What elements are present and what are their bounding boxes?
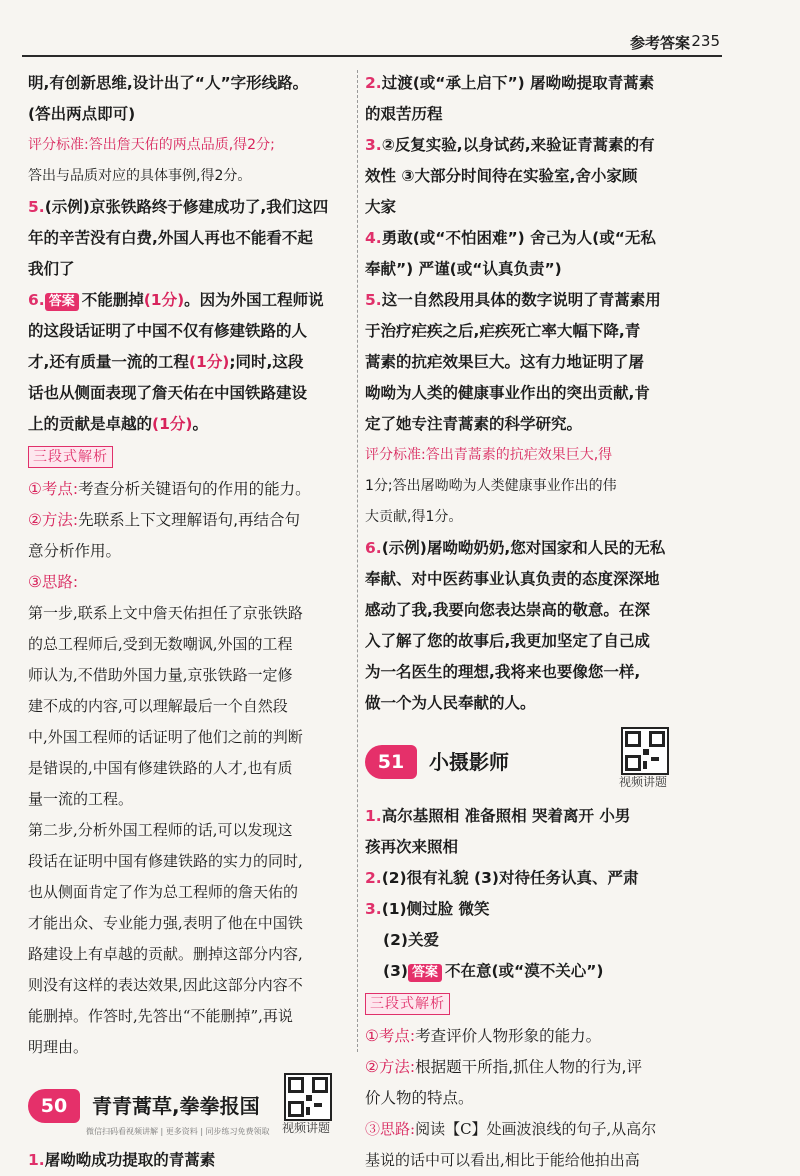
step-line: 才能出众、专业能力强,表明了他在中国铁 xyxy=(28,914,303,932)
header-rule xyxy=(22,55,722,57)
intro-line: (答出两点即可) xyxy=(28,105,136,123)
question-number: 6. xyxy=(365,539,382,557)
answer-line xyxy=(28,409,353,440)
rubric-line: 大贡献,得1分。 xyxy=(365,509,463,525)
answer-text: (2)很有礼貌 (3)对待任务认真、严肃 xyxy=(381,869,639,887)
step-line: 建不成的内容,可以理解最后一个自然段 xyxy=(28,697,288,715)
rubric-line: 1分;答出屠呦呦为人类健康事业作出的伟 xyxy=(365,478,617,494)
key-label: ①考点: xyxy=(365,1027,416,1045)
qr-code-icon[interactable] xyxy=(284,1073,332,1121)
section-number-badge: 50 xyxy=(28,1089,80,1123)
question-number: 3. xyxy=(365,136,382,154)
question-5 xyxy=(28,192,353,223)
qr-code-icon[interactable] xyxy=(621,727,669,775)
question-4 xyxy=(365,223,688,254)
rubric-line: 答出与品质对应的具体事例,得2分。 xyxy=(28,168,252,184)
thinking-label: ③思路: xyxy=(365,1120,416,1138)
section-50-header xyxy=(28,1073,353,1139)
answer-text: 才,还有质量一流的工程 xyxy=(28,353,189,371)
left-column xyxy=(28,68,353,1176)
answer-line: 年的辛苦没有白费,外国人再也不能看不起 xyxy=(28,229,313,247)
section-title: 青青蒿草,拳拳报国 xyxy=(92,1094,260,1118)
key-point xyxy=(365,1021,688,1052)
method xyxy=(365,1052,688,1083)
answer-text: ②反复实验,以身试药,来验证青蒿素的有 xyxy=(381,136,655,154)
answer-badge: 答案 xyxy=(408,964,442,982)
answer-line: 蒿素的抗疟效果巨大。这有力地证明了屠 xyxy=(365,353,645,371)
answer-line: 定了她专注青蒿素的科学研究。 xyxy=(365,415,583,433)
score-note: (1分) xyxy=(152,415,193,433)
answer-text: 不能删掉 xyxy=(81,291,144,309)
step-line: 量一流的工程。 xyxy=(28,790,134,808)
answer-line: 孩再次来照相 xyxy=(365,838,459,856)
answer-line: 话也从侧面表现了詹天佑在中国铁路建设 xyxy=(28,384,308,402)
step-line: 明理由。 xyxy=(28,1038,89,1056)
method-label: ②方法: xyxy=(365,1058,416,1076)
answer-text: 上的贡献是卓越的 xyxy=(28,415,153,433)
answer-line: 入了解了您的故事后,我更加坚定了自己成 xyxy=(365,632,650,650)
answer-line: 感动了我,我要向您表达崇高的敬意。在深 xyxy=(365,601,650,619)
section-51-question-2 xyxy=(365,863,688,894)
answer-text: ;同时,这段 xyxy=(229,353,304,371)
method-text: 先联系上下文理解语句,再结合句 xyxy=(78,511,301,529)
step-line: 段话在证明中国有修建铁路的实力的同时, xyxy=(28,852,303,870)
right-column xyxy=(365,68,688,1176)
question-number: 1. xyxy=(28,1151,45,1169)
answer-text: 勇敢(或“不怕困难”) 舍己为人(或“无私 xyxy=(381,229,656,247)
qr-label: 视频讲题 xyxy=(619,775,668,789)
section-subtitle: 微信扫码看视频讲解 | 更多资料 | 同步练习免费领取 xyxy=(86,1127,270,1136)
key-point xyxy=(28,474,353,505)
section-title: 小摄影师 xyxy=(429,750,509,774)
step-line: 路建设上有卓越的贡献。删掉这部分内容, xyxy=(28,945,303,963)
answer-text: 高尔基照相 准备照相 哭着离开 小男 xyxy=(381,807,631,825)
question-2 xyxy=(365,68,688,99)
score-note: (1分) xyxy=(143,291,185,309)
method xyxy=(28,505,353,536)
thinking-text: 阅读【C】处画波浪线的句子,从高尔 xyxy=(415,1120,657,1138)
answer-text: 屠呦呦成功提取的青蒿素 xyxy=(44,1151,216,1169)
question-number: 6. xyxy=(28,291,45,309)
answer-line: 呦呦为人类的健康事业作出的突出贡献,肯 xyxy=(365,384,650,402)
method-line: 意分析作用。 xyxy=(28,542,122,560)
thinking-label: ③思路: xyxy=(28,573,79,591)
answer-text: 。 xyxy=(192,415,208,433)
answer-line: (2)关爱 xyxy=(383,931,439,949)
key-text: 考查分析关键语句的作用的能力。 xyxy=(78,480,311,498)
answer-line xyxy=(28,347,353,378)
question-5 xyxy=(365,285,688,316)
step-line: 的总工程师后,受到无数嘲讽,外国的工程 xyxy=(28,635,293,653)
step-1 xyxy=(28,598,353,815)
answer-line: 于治疗疟疾之后,疟疾死亡率大幅下降,青 xyxy=(365,322,641,340)
question-6 xyxy=(365,533,688,564)
section-51-question-1 xyxy=(365,801,688,832)
column-divider xyxy=(357,70,358,1052)
step-line: 也从侧面肯定了作为总工程师的詹天佑的 xyxy=(28,883,299,901)
question-number: 4. xyxy=(365,229,382,247)
answer-text: 不在意(或“漠不关心”) xyxy=(444,962,604,980)
answer-line: 为一名医生的理想,我将来也要像您一样, xyxy=(365,663,641,681)
step-line: 能删掉。作答时,先答出“不能删掉”,再说 xyxy=(28,1007,293,1025)
intro-line: 明,有创新思维,设计出了“人”字形线路。 xyxy=(28,74,309,92)
section-51-header xyxy=(365,729,688,795)
answer-line: 奉献”) 严谨(或“认真负责”) xyxy=(365,260,562,278)
answer-line: 奉献、对中医药事业认真负责的态度深深地 xyxy=(365,570,660,588)
answer-text: (示例)京张铁路终于修建成功了,我们这四 xyxy=(44,198,329,216)
answer-text: (3) xyxy=(383,962,408,980)
answer-text: 过渡(或“承上启下”) 屠呦呦提取青蒿素 xyxy=(381,74,655,92)
qr-label: 视频讲题 xyxy=(282,1121,331,1135)
method-label: ②方法: xyxy=(28,511,79,529)
key-label: ①考点: xyxy=(28,480,79,498)
step-line: 师认为,不借助外国力量,京张铁路一定修 xyxy=(28,666,293,684)
step-line: 则没有这样的表达效果,因此这部分内容不 xyxy=(28,976,303,994)
step-2 xyxy=(28,815,353,1063)
section-51-question-3 xyxy=(365,894,688,925)
question-3 xyxy=(365,130,688,161)
answer-line: 做一个为人民奉献的人。 xyxy=(365,694,536,712)
answer-line: 效性 ③大部分时间待在实验室,舍小家顾 xyxy=(365,167,638,185)
answer-line: 我们了 xyxy=(28,260,75,278)
thinking xyxy=(365,1114,688,1145)
answer-line xyxy=(365,956,688,987)
step-line: 是错误的,中国有修建铁路的人才,也有质 xyxy=(28,759,293,777)
answer-text: 。因为外国工程师说 xyxy=(184,291,324,309)
answer-line: 的艰苦历程 xyxy=(365,105,443,123)
section-50-question-1 xyxy=(28,1145,353,1176)
answer-text: (示例)屠呦呦奶奶,您对国家和人民的无私 xyxy=(381,539,666,557)
answer-line: 的这段话证明了中国不仅有修建铁路的人 xyxy=(28,322,308,340)
answer-text: (1)侧过脸 微笑 xyxy=(381,900,490,918)
thinking-line: 基说的话中可以看出,相比于能给他拍出高 xyxy=(365,1151,640,1169)
question-number: 2. xyxy=(365,74,382,92)
question-number: 5. xyxy=(365,291,382,309)
answer-text: 这一自然段用具体的数字说明了青蒿素用 xyxy=(381,291,661,309)
step-line: 中,外国工程师的话证明了他们之前的判断 xyxy=(28,728,303,746)
step-line: 第一步,联系上文中詹天佑担任了京张铁路 xyxy=(28,604,303,622)
method-text: 根据题干所指,抓住人物的行为,评 xyxy=(415,1058,642,1076)
question-6 xyxy=(28,285,353,316)
page-header xyxy=(0,0,800,70)
rubric-line: 评分标准:答出青蒿素的抗疟效果巨大,得 xyxy=(365,447,613,463)
page-number: 235 xyxy=(691,32,720,50)
question-number: 2. xyxy=(365,869,382,887)
method-line: 价人物的特点。 xyxy=(365,1089,474,1107)
question-number: 1. xyxy=(365,807,382,825)
step-line: 第二步,分析外国工程师的话,可以发现这 xyxy=(28,821,293,839)
key-text: 考查评价人物形象的能力。 xyxy=(415,1027,602,1045)
analysis-badge: 三段式解析 xyxy=(28,446,113,468)
analysis-badge: 三段式解析 xyxy=(365,993,450,1015)
rubric-line: 评分标准:答出詹天佑的两点品质,得2分; xyxy=(28,137,275,153)
header-title: 参考答案 xyxy=(629,34,690,52)
question-number: 5. xyxy=(28,198,45,216)
score-note: (1分) xyxy=(188,353,230,371)
section-number-badge: 51 xyxy=(365,745,417,779)
question-number: 3. xyxy=(365,900,382,918)
answer-line: 大家 xyxy=(365,198,397,216)
answer-badge: 答案 xyxy=(45,293,79,311)
